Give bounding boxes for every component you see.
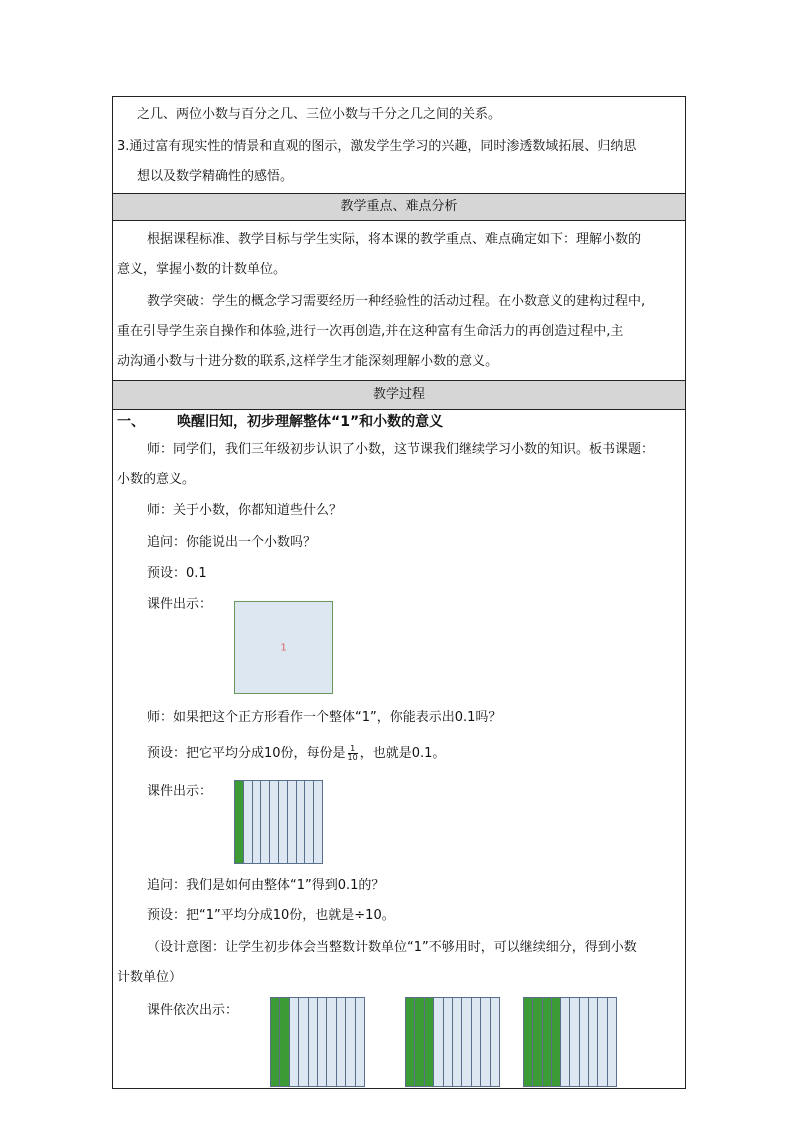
shaded-tenth xyxy=(552,998,561,1086)
dialogue-line: 师：如果把这个正方形看作一个整体“1”，你能表示出0.1吗？ xyxy=(147,710,502,725)
tenth-column xyxy=(290,998,299,1086)
dialogue-line: 预设：0.1 xyxy=(147,566,207,581)
divider xyxy=(113,220,685,221)
tenths-grid-figure xyxy=(405,997,500,1087)
tenth-column xyxy=(337,998,346,1086)
tenth-column xyxy=(253,781,262,863)
objective-line: 之几、两位小数与百分之几、三位小数与千分之几之间的关系。 xyxy=(137,107,502,122)
shaded-tenth xyxy=(406,998,415,1086)
objective-line: 3.通过富有现实性的情景和直观的图示，激发学生学习的兴趣，同时渗透数域拓展、归纳思 xyxy=(117,139,637,154)
tenth-column xyxy=(270,781,279,863)
tenth-column xyxy=(346,998,355,1086)
lesson-table xyxy=(112,96,686,1089)
tenth-column xyxy=(580,998,589,1086)
dialogue-line: （设计意图：让学生初步体会当整数计数单位“1”不够用时，可以继续细分，得到小数 xyxy=(147,940,637,955)
tenth-column xyxy=(261,781,270,863)
tenth-column xyxy=(299,998,308,1086)
tenth-column xyxy=(444,998,453,1086)
shaded-tenth xyxy=(271,998,280,1086)
shaded-tenth xyxy=(543,998,552,1086)
tenths-grid-figure xyxy=(270,997,365,1087)
paragraph-line: 意义，掌握小数的计数单位。 xyxy=(117,262,287,277)
text-part: ，也就是0.1。 xyxy=(359,746,446,761)
fraction-numerator: 1 xyxy=(348,745,358,754)
dialogue-line: 课件出示： xyxy=(147,784,213,799)
tenth-column xyxy=(244,781,253,863)
unit-square-figure xyxy=(234,601,333,694)
tenth-column xyxy=(314,781,322,863)
dialogue-line: 师：关于小数，你都知道些什么？ xyxy=(147,503,343,518)
tenth-column xyxy=(305,781,314,863)
objective-line: 想以及数学精确性的感悟。 xyxy=(137,169,294,184)
tenths-grid-figure xyxy=(523,997,617,1087)
section-title: 教学重点、难点分析 xyxy=(113,194,685,220)
divider xyxy=(113,409,685,410)
tenth-column xyxy=(570,998,579,1086)
tenth-column xyxy=(327,998,336,1086)
heading-number: 一、 xyxy=(117,414,145,430)
dialogue-line xyxy=(147,745,445,763)
section-heading: 唤醒旧知，初步理解整体“1”和小数的意义 xyxy=(177,414,444,430)
tenth-column xyxy=(288,781,297,863)
dialogue-line: 课件依次出示： xyxy=(147,1003,239,1018)
shaded-tenth xyxy=(524,998,533,1086)
text-part: 预设：把它平均分成10份，每份是 xyxy=(147,746,346,761)
shaded-tenth xyxy=(533,998,542,1086)
shaded-tenth xyxy=(425,998,434,1086)
tenth-column xyxy=(598,998,607,1086)
paragraph-line: 动沟通小数与十进分数的联系,这样学生才能深刻理解小数的意义。 xyxy=(117,354,499,369)
tenth-column xyxy=(279,781,288,863)
shaded-tenth xyxy=(235,781,244,863)
paragraph-line: 重在引导学生亲自操作和体验,进行一次再创造,并在这种富有生命活力的再创造过程中,主 xyxy=(117,324,624,339)
section-title: 教学过程 xyxy=(113,381,685,409)
dialogue-line: 预设：把“1”平均分成10份，也就是÷10。 xyxy=(147,908,395,923)
dialogue-line: 小数的意义。 xyxy=(117,472,196,487)
fraction-denominator: 10 xyxy=(347,753,358,762)
shaded-tenth xyxy=(280,998,289,1086)
dialogue-line: 计数单位） xyxy=(117,970,183,985)
tenth-column xyxy=(356,998,364,1086)
dialogue-line: 师：同学们，我们三年级初步认识了小数，这节课我们继续学习小数的知识。板书课题： xyxy=(147,442,655,457)
fraction xyxy=(348,745,358,762)
shaded-tenth xyxy=(415,998,424,1086)
dialogue-line: 追问：我们是如何由整体“1”得到0.1的？ xyxy=(147,878,385,893)
paragraph-line: 教学突破：学生的概念学习需要经历一种经验性的活动过程。在小数意义的建构过程中, xyxy=(147,294,646,309)
tenth-column xyxy=(318,998,327,1086)
tenth-column xyxy=(453,998,462,1086)
unit-label: 1 xyxy=(280,642,287,653)
tenth-column xyxy=(472,998,481,1086)
tenth-column xyxy=(309,998,318,1086)
tenth-column xyxy=(491,998,499,1086)
tenth-column xyxy=(462,998,471,1086)
tenth-column xyxy=(608,998,616,1086)
dialogue-line: 追问：你能说出一个小数吗？ xyxy=(147,535,317,550)
dialogue-line: 课件出示： xyxy=(147,597,213,612)
tenth-column xyxy=(297,781,306,863)
tenth-column xyxy=(561,998,570,1086)
tenth-column xyxy=(434,998,443,1086)
tenths-grid-figure xyxy=(234,780,323,864)
tenth-column xyxy=(481,998,490,1086)
paragraph-line: 根据课程标准、教学目标与学生实际，将本课的教学重点、难点确定如下：理解小数的 xyxy=(147,232,642,247)
tenth-column xyxy=(589,998,598,1086)
